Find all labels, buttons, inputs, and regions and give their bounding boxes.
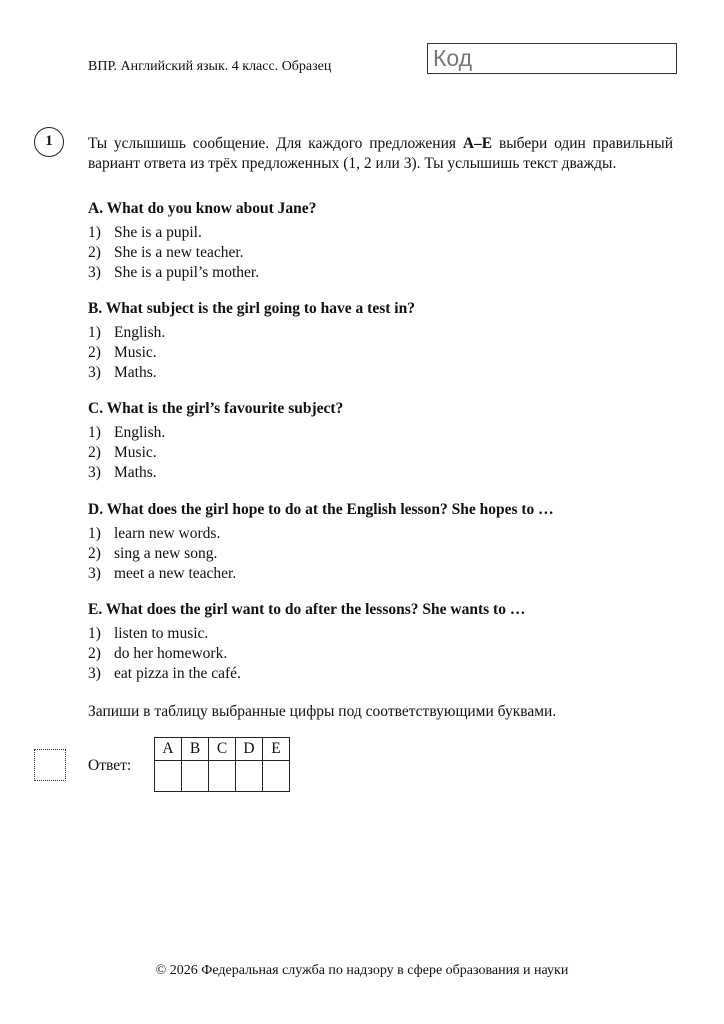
question-title: A. What do you know about Jane? <box>88 200 317 217</box>
option-text: Music. <box>114 444 157 461</box>
option-text: eat pizza in the café. <box>114 665 241 682</box>
answer-table <box>154 737 290 792</box>
option-number: 2) <box>88 545 101 562</box>
option-text: listen to music. <box>114 625 209 642</box>
question-d <box>88 500 673 584</box>
option <box>88 423 673 443</box>
answer-cell-e[interactable] <box>263 761 290 792</box>
option-text: Music. <box>114 344 157 361</box>
instruction-letters: A–E <box>462 135 493 152</box>
question-c <box>88 399 673 483</box>
option-number: 1) <box>88 625 101 642</box>
option-text: do her homework. <box>114 645 228 662</box>
answer-column-header: C <box>209 738 236 761</box>
question-a <box>88 199 673 283</box>
option <box>88 544 673 564</box>
header-title: ВПР. Английский язык. 4 класс. Образец <box>88 59 332 74</box>
final-instruction: Запиши в таблицу выбранные цифры под соответствующими буквами. <box>88 703 557 720</box>
option-number: 3) <box>88 565 101 582</box>
answer-column-header: D <box>236 738 263 761</box>
answer-cell-b[interactable] <box>182 761 209 792</box>
option <box>88 263 673 283</box>
option <box>88 644 673 664</box>
question-b <box>88 299 673 383</box>
option <box>88 443 673 463</box>
option-number: 2) <box>88 244 101 261</box>
option <box>88 323 673 343</box>
score-box <box>34 749 66 781</box>
question-e <box>88 600 673 684</box>
option-number: 2) <box>88 344 101 361</box>
option-number: 1) <box>88 525 101 542</box>
instruction-text-end: выбери один правильный вариант ответа из трёх предложенных (1, 2 или 3). Ты услышишь текст дважды. <box>88 135 674 172</box>
option-text: Maths. <box>114 464 157 481</box>
option <box>88 343 673 363</box>
option-number: 3) <box>88 264 101 281</box>
option-number: 1) <box>88 424 101 441</box>
answer-cell-c[interactable] <box>209 761 236 792</box>
option-text: learn new words. <box>114 525 221 542</box>
code-field[interactable]: Код <box>427 43 677 74</box>
option-number: 1) <box>88 324 101 341</box>
option-text: meet a new teacher. <box>114 565 237 582</box>
option <box>88 463 673 483</box>
answer-cell-d[interactable] <box>236 761 263 792</box>
footer-copyright: © 2026 Федеральная служба по надзору в сфере образования и науки <box>155 963 569 978</box>
answer-label: Ответ: <box>88 757 132 774</box>
question-title: B. What subject is the girl going to have a test in? <box>88 300 415 317</box>
option-text: Maths. <box>114 364 157 381</box>
option-text: She is a new teacher. <box>114 244 244 261</box>
option-text: sing a new song. <box>114 545 218 562</box>
answer-column-header: E <box>263 738 290 761</box>
option-number: 2) <box>88 444 101 461</box>
option <box>88 363 673 383</box>
question-title: E. What does the girl want to do after the lessons? She wants to … <box>88 601 526 618</box>
option <box>88 243 673 263</box>
option-number: 3) <box>88 665 101 682</box>
question-title: D. What does the girl hope to do at the English lesson? She hopes to … <box>88 501 554 518</box>
answer-column-header: A <box>155 738 182 761</box>
option <box>88 223 673 243</box>
instruction-text: Ты услышишь сообщение. Для каждого предложения <box>88 135 463 152</box>
option-number: 3) <box>88 464 101 481</box>
option-text: English. <box>114 424 166 441</box>
answer-cell-a[interactable] <box>155 761 182 792</box>
option <box>88 524 673 544</box>
task-instruction <box>88 134 673 174</box>
option-text: She is a pupil. <box>114 224 202 241</box>
option-number: 2) <box>88 645 101 662</box>
answer-column-header: B <box>182 738 209 761</box>
option-text: She is a pupil’s mother. <box>114 264 260 281</box>
option-number: 1) <box>88 224 101 241</box>
option-number: 3) <box>88 364 101 381</box>
question-title: C. What is the girl’s favourite subject? <box>88 400 344 417</box>
option <box>88 564 673 584</box>
option <box>88 664 673 684</box>
task-number: 1 <box>34 127 64 157</box>
option <box>88 624 673 644</box>
option-text: English. <box>114 324 166 341</box>
